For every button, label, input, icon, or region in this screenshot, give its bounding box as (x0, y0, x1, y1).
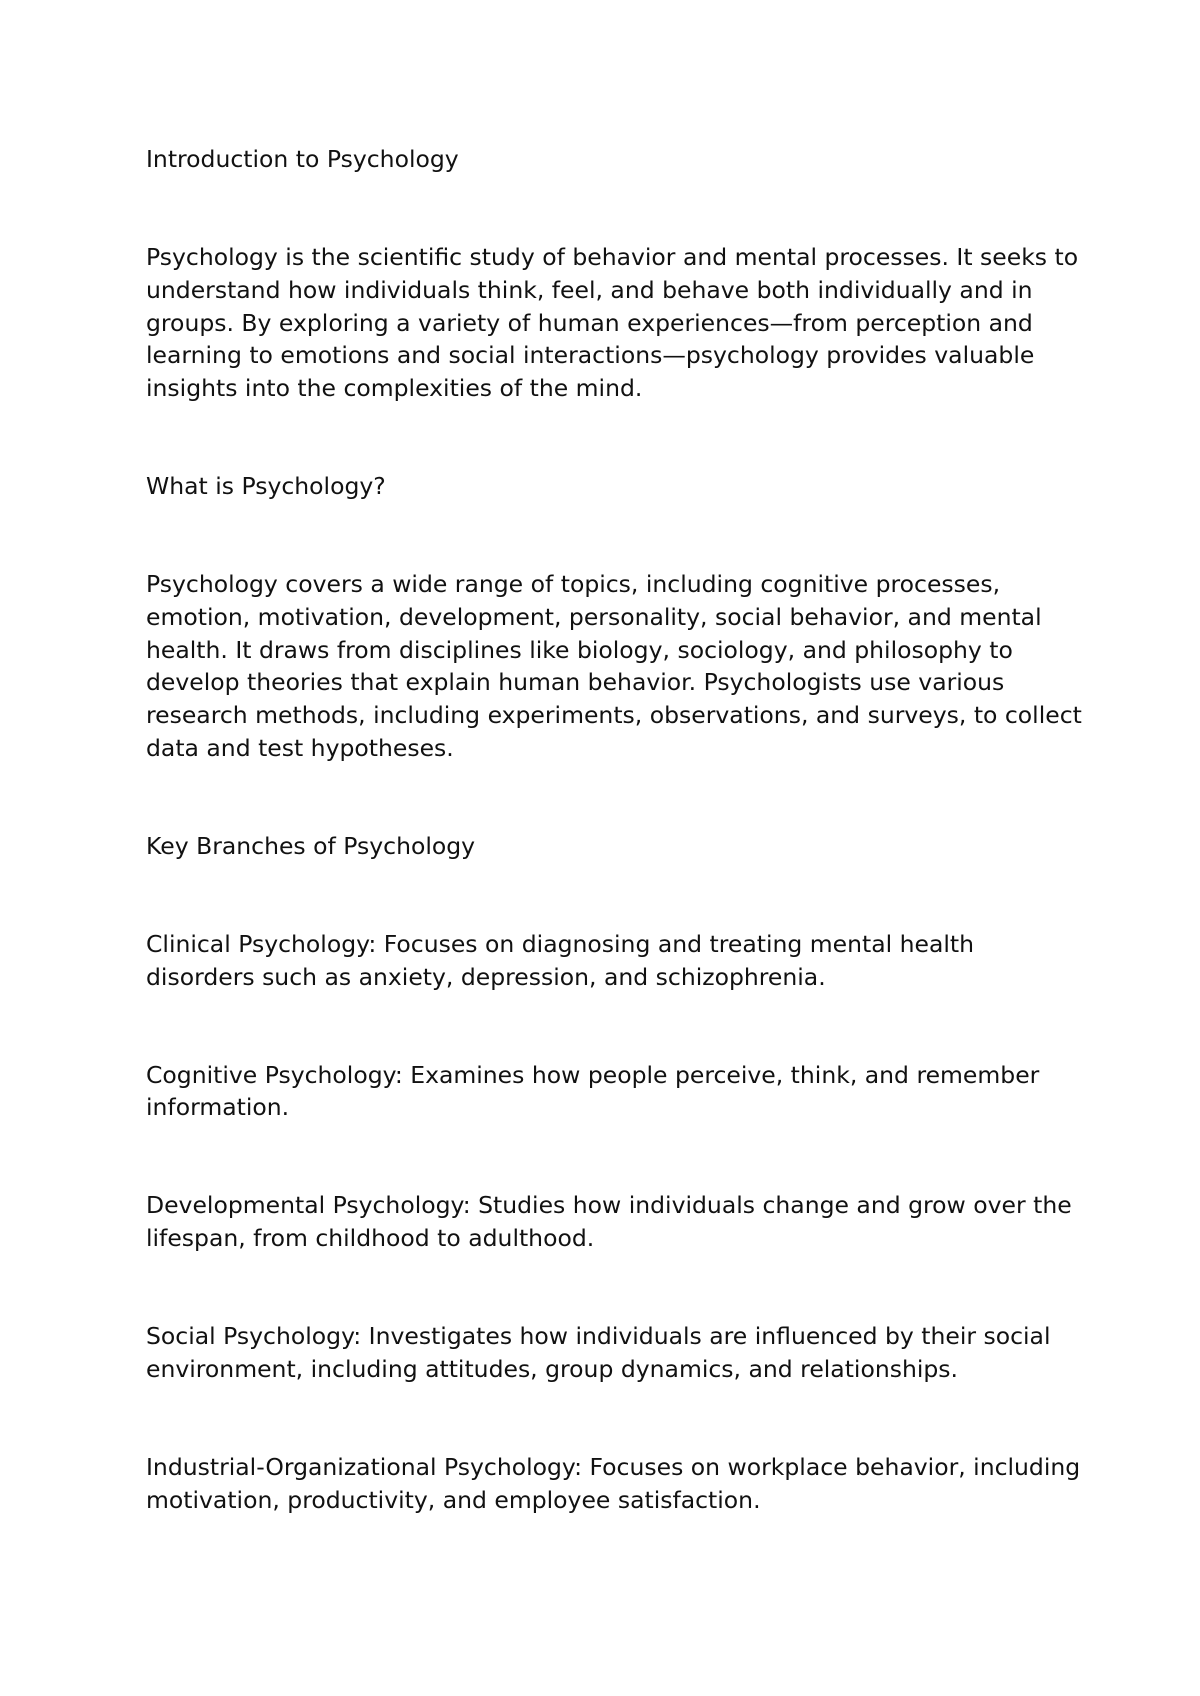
branch-developmental: Developmental Psychology: Studies how individuals change and grow over the lifespan, from childhood to adulthood. (146, 1191, 1072, 1253)
branch-clinical: Clinical Psychology: Focuses on diagnosing and treating mental health disorders such as anxiety, depression, and schizophrenia. (146, 929, 975, 991)
section-heading-key-branches: Key Branches of Psychology (146, 831, 476, 860)
branch-industrial-organizational: Industrial-Organizational Psychology: Focuses on workplace behavior, including motivation, productivity, and employee satisfaction. (146, 1452, 1081, 1514)
intro-paragraph: Psychology is the scientific study of behavior and mental processes. It seeks to understand how individuals think, feel, and behave both individually and in groups. By exploring a variety of human experiences—from perception and learning to emotions and social interactions—psychology provides valuable insights into the complexities of the mind. (146, 243, 1079, 402)
branch-cognitive: Cognitive Psychology: Examines how people perceive, think, and remember information. (146, 1060, 1040, 1122)
section-heading-what-is-psychology: What is Psychology? (146, 472, 386, 500)
branch-social: Social Psychology: Investigates how individuals are influenced by their social environment, including attitudes, group dynamics, and relationships. (146, 1322, 1051, 1383)
document-body (146, 143, 1086, 1516)
section-paragraph-topics: Psychology covers a wide range of topics, including cognitive processes, emotion, motivation, development, personality, social behavior, and mental health. It draws from disciplines like biology, sociology, and philosophy to develop theories that explain human behavior. Psychologists use various research methods, including experiments, observations, and surveys, to collect data and test hypotheses. (146, 570, 1082, 762)
document-title: Introduction to Psychology (146, 145, 459, 173)
